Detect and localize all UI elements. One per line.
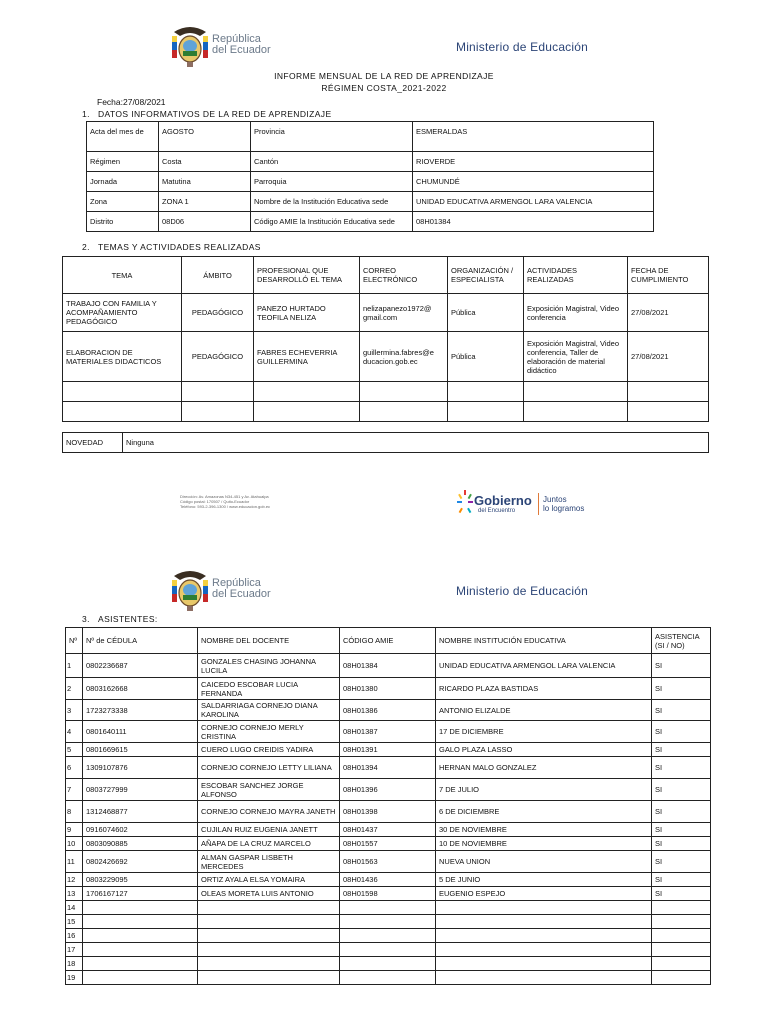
table-cell: 5 DE JUNIO (436, 873, 652, 887)
novedad-label: NOVEDAD (63, 433, 123, 453)
table-cell (652, 971, 711, 985)
table-cell: 3 (66, 700, 83, 721)
temas-row (63, 332, 709, 382)
table-cell: 10 DE NOVIEMBRE (436, 837, 652, 851)
table-cell (83, 915, 198, 929)
table-cell: SI (652, 823, 711, 837)
page-header (0, 18, 768, 78)
info-row (87, 172, 654, 192)
report-title: INFORME MENSUAL DE LA RED DE APRENDIZAJE (274, 71, 494, 81)
table-cell: 17 DE DICIEMBRE (436, 721, 652, 743)
table-row (66, 901, 711, 915)
table-cell: 4 (66, 721, 83, 743)
table-cell: Pública (448, 294, 524, 332)
column-header: ASISTENCIA (SI / NO) (652, 628, 711, 654)
table-cell (83, 901, 198, 915)
info-row (87, 122, 654, 152)
table-cell: Exposición Magistral, Video conferencia, Taller de elaboración de material didáctico (524, 332, 628, 382)
info-value: UNIDAD EDUCATIVA ARMENGOL LARA VALENCIA (413, 192, 654, 212)
info-key: Código AMIE la Institución Educativa sede (251, 212, 413, 232)
table-cell (340, 901, 436, 915)
table-cell: CUJILAN RUIZ EUGENIA JANETT (198, 823, 340, 837)
ministry-label: Ministerio de Educación (456, 40, 589, 54)
table-cell: 0916074602 (83, 823, 198, 837)
table-cell: FABRES ECHEVERRIA GUILLERMINA (254, 332, 360, 382)
info-row (87, 152, 654, 172)
table-cell: SI (652, 887, 711, 901)
info-row (87, 192, 654, 212)
table-cell: GALO PLAZA LASSO (436, 743, 652, 757)
table-cell: guillermina.fabres@e ducacion.gob.ec (360, 332, 448, 382)
table-cell: 1723273338 (83, 700, 198, 721)
table-row (66, 915, 711, 929)
temas-empty-row (63, 382, 709, 402)
table-cell: SI (652, 779, 711, 801)
table-cell: 11 (66, 851, 83, 873)
table-cell (83, 971, 198, 985)
table-cell (652, 957, 711, 971)
column-header: ORGANIZACIÓN / ESPECIALISTA (448, 257, 524, 294)
table-cell: SI (652, 801, 711, 823)
column-header: ÁMBITO (182, 257, 254, 294)
table-cell: 6 DE DICIEMBRE (436, 801, 652, 823)
table-row (66, 851, 711, 873)
table-row (66, 678, 711, 700)
table-cell (83, 929, 198, 943)
info-key: Parroquia (251, 172, 413, 192)
table-cell: 0803229095 (83, 873, 198, 887)
column-header: FECHA DE CUMPLIMIENTO (628, 257, 709, 294)
table-cell: SI (652, 721, 711, 743)
table-cell: 08H01563 (340, 851, 436, 873)
info-value: ZONA 1 (159, 192, 251, 212)
table-cell: ANTONIO ELIZALDE (436, 700, 652, 721)
table-row (66, 801, 711, 823)
section-2-heading: 2. TEMAS Y ACTIVIDADES REALIZADAS (82, 242, 261, 252)
table-cell: SI (652, 743, 711, 757)
table-cell: 6 (66, 757, 83, 779)
info-key: Distrito (87, 212, 159, 232)
table-row (66, 873, 711, 887)
table-row (66, 887, 711, 901)
table-cell: 08H01398 (340, 801, 436, 823)
table-cell (340, 929, 436, 943)
table-cell: 17 (66, 943, 83, 957)
table-cell (436, 957, 652, 971)
info-value: Matutina (159, 172, 251, 192)
asistentes-table (65, 627, 711, 985)
ecuador-coat-of-arms-icon (170, 566, 210, 612)
table-cell (436, 971, 652, 985)
table-cell: 1312468877 (83, 801, 198, 823)
table-cell: OLEAS MORETA LUIS ANTONIO (198, 887, 340, 901)
table-cell: 08H01387 (340, 721, 436, 743)
column-header: Nº de CÉDULA (83, 628, 198, 654)
info-key: Cantón (251, 152, 413, 172)
table-cell (198, 957, 340, 971)
table-row (66, 957, 711, 971)
info-value: RIOVERDE (413, 152, 654, 172)
table-cell (436, 901, 652, 915)
table-cell: 0803162668 (83, 678, 198, 700)
novedad-table (62, 432, 709, 453)
table-cell (436, 929, 652, 943)
table-cell: SI (652, 700, 711, 721)
table-cell (652, 943, 711, 957)
column-header: CORREO ELECTRÓNICO (360, 257, 448, 294)
table-cell: 18 (66, 957, 83, 971)
section-1-heading: 1. DATOS INFORMATIVOS DE LA RED DE APRENDIZAJE (82, 109, 332, 119)
column-header: NOMBRE INSTITUCIÓN EDUCATIVA (436, 628, 652, 654)
table-cell (83, 943, 198, 957)
table-cell: 8 (66, 801, 83, 823)
table-cell: 0803090885 (83, 837, 198, 851)
republic-label: República del Ecuador (212, 33, 271, 56)
column-header: Nº (66, 628, 83, 654)
footer-address: Dirección: Av. Amazonas N34-451 y Av. Atahualpa Código postal: 170507 / Quito-Ecuador Teléfono: 593-2-396-1300 / www.educacion.gob.ec (180, 494, 271, 509)
table-cell (340, 943, 436, 957)
table-cell: 19 (66, 971, 83, 985)
table-cell: PEDAGÓGICO (182, 294, 254, 332)
table-cell: Exposición Magistral, Video conferencia (524, 294, 628, 332)
table-cell: 08H01437 (340, 823, 436, 837)
table-cell: UNIDAD EDUCATIVA ARMENGOL LARA VALENCIA (436, 654, 652, 678)
table-cell: SI (652, 851, 711, 873)
table-cell: 10 (66, 837, 83, 851)
info-value: 08D06 (159, 212, 251, 232)
gobierno-burst-icon (456, 488, 474, 522)
table-cell: 0802426692 (83, 851, 198, 873)
table-cell (340, 915, 436, 929)
column-header: NOMBRE DEL DOCENTE (198, 628, 340, 654)
table-cell: HERNAN MALO GONZALEZ (436, 757, 652, 779)
table-cell: 5 (66, 743, 83, 757)
info-row (87, 212, 654, 232)
table-row (66, 721, 711, 743)
table-row (66, 823, 711, 837)
column-header: PROFESIONAL QUE DESARROLLÓ EL TEMA (254, 257, 360, 294)
table-cell: 08H01380 (340, 678, 436, 700)
table-cell: 0802236687 (83, 654, 198, 678)
report-subtitle: RÉGIMEN COSTA_2021-2022 (321, 83, 447, 93)
republic-label: República del Ecuador (212, 577, 271, 600)
info-value: ESMERALDAS (413, 122, 654, 152)
gobierno-logo: Gobierno del Encuentro Juntos lo logramos (456, 488, 606, 522)
table-cell: 15 (66, 915, 83, 929)
table-cell: nelizapanezo1972@ gmail.com (360, 294, 448, 332)
temas-table (62, 256, 709, 422)
table-cell (198, 901, 340, 915)
table-cell: 08H01557 (340, 837, 436, 851)
info-value: AGOSTO (159, 122, 251, 152)
table-cell: CAICEDO ESCOBAR LUCIA FERNANDA (198, 678, 340, 700)
temas-row (63, 294, 709, 332)
table-cell: 0803727999 (83, 779, 198, 801)
table-cell (340, 957, 436, 971)
table-row (66, 779, 711, 801)
table-cell: GONZALES CHASING JOHANNA LUCILA (198, 654, 340, 678)
table-cell: SI (652, 837, 711, 851)
info-value: Costa (159, 152, 251, 172)
ministry-label: Ministerio de Educación (456, 584, 589, 598)
column-header: ACTIVIDADES REALIZADAS (524, 257, 628, 294)
table-cell: CORNEJO CORNEJO LETTY LILIANA (198, 757, 340, 779)
table-cell: 08H01386 (340, 700, 436, 721)
table-cell (436, 915, 652, 929)
table-row (66, 654, 711, 678)
info-value: 08H01384 (413, 212, 654, 232)
table-cell (652, 915, 711, 929)
table-cell: NUEVA UNION (436, 851, 652, 873)
table-cell: ELABORACION DE MATERIALES DIDACTICOS (63, 332, 182, 382)
novedad-value: Ninguna (123, 433, 709, 453)
table-cell: PANEZO HURTADO TEOFILA NELIZA (254, 294, 360, 332)
table-cell (340, 971, 436, 985)
table-cell: 12 (66, 873, 83, 887)
table-row (66, 929, 711, 943)
table-cell (198, 971, 340, 985)
report-date: Fecha:27/08/2021 (97, 97, 166, 107)
table-cell: 0801669615 (83, 743, 198, 757)
table-cell (652, 929, 711, 943)
table-cell (83, 957, 198, 971)
info-table (86, 121, 654, 232)
table-cell: EUGENIO ESPEJO (436, 887, 652, 901)
table-cell: SI (652, 678, 711, 700)
table-cell: 2 (66, 678, 83, 700)
table-cell: 9 (66, 823, 83, 837)
table-cell: 08H01436 (340, 873, 436, 887)
column-header: CÓDIGO AMIE (340, 628, 436, 654)
table-cell: Pública (448, 332, 524, 382)
table-row (66, 943, 711, 957)
table-cell: CORNEJO CORNEJO MAYRA JANETH (198, 801, 340, 823)
table-cell: 08H01396 (340, 779, 436, 801)
table-row (66, 743, 711, 757)
page-footer (0, 488, 768, 528)
table-cell: 08H01598 (340, 887, 436, 901)
ecuador-coat-of-arms-icon (170, 22, 210, 68)
table-cell: 27/08/2021 (628, 332, 709, 382)
info-key: Acta del mes de (87, 122, 159, 152)
table-cell: CORNEJO CORNEJO MERLY CRISTINA (198, 721, 340, 743)
table-cell: 27/08/2021 (628, 294, 709, 332)
info-key: Zona (87, 192, 159, 212)
info-key: Jornada (87, 172, 159, 192)
table-cell: RICARDO PLAZA BASTIDAS (436, 678, 652, 700)
table-cell: SI (652, 873, 711, 887)
asistentes-header-row (66, 628, 711, 654)
table-row (66, 700, 711, 721)
temas-header-row (63, 257, 709, 294)
table-cell: 1706167127 (83, 887, 198, 901)
table-cell (198, 915, 340, 929)
table-cell: 16 (66, 929, 83, 943)
table-cell: 08H01391 (340, 743, 436, 757)
table-row (66, 757, 711, 779)
table-cell: ESCOBAR SANCHEZ JORGE ALFONSO (198, 779, 340, 801)
table-cell: SI (652, 654, 711, 678)
table-cell (198, 929, 340, 943)
table-row (66, 971, 711, 985)
info-key: Nombre de la Institución Educativa sede (251, 192, 413, 212)
table-cell: 13 (66, 887, 83, 901)
column-header: TEMA (63, 257, 182, 294)
section-3-heading: 3. ASISTENTES: (82, 614, 158, 624)
table-cell: 7 DE JULIO (436, 779, 652, 801)
table-cell: ALMAN GASPAR LISBETH MERCEDES (198, 851, 340, 873)
page-header (0, 562, 768, 622)
info-key: Provincia (251, 122, 413, 152)
table-cell: TRABAJO CON FAMILIA Y ACOMPAÑAMIENTO PEDAGÓGICO (63, 294, 182, 332)
table-cell: ORTIZ AYALA ELSA YOMAIRA (198, 873, 340, 887)
table-cell: PEDAGÓGICO (182, 332, 254, 382)
table-row (66, 837, 711, 851)
info-value: CHUMUNDÉ (413, 172, 654, 192)
table-cell (198, 943, 340, 957)
table-cell: 0801640111 (83, 721, 198, 743)
temas-empty-row (63, 402, 709, 422)
table-cell: 14 (66, 901, 83, 915)
table-cell (436, 943, 652, 957)
table-cell (652, 901, 711, 915)
table-cell: 30 DE NOVIEMBRE (436, 823, 652, 837)
table-cell: 08H01394 (340, 757, 436, 779)
table-cell: 1309107876 (83, 757, 198, 779)
table-cell: 08H01384 (340, 654, 436, 678)
table-cell: 7 (66, 779, 83, 801)
table-cell: SI (652, 757, 711, 779)
table-cell: SALDARRIAGA CORNEJO DIANA KAROLINA (198, 700, 340, 721)
info-key: Régimen (87, 152, 159, 172)
table-cell: CUERO LUGO CREIDIS YADIRA (198, 743, 340, 757)
table-cell: AÑAPA DE LA CRUZ MARCELO (198, 837, 340, 851)
table-cell: 1 (66, 654, 83, 678)
